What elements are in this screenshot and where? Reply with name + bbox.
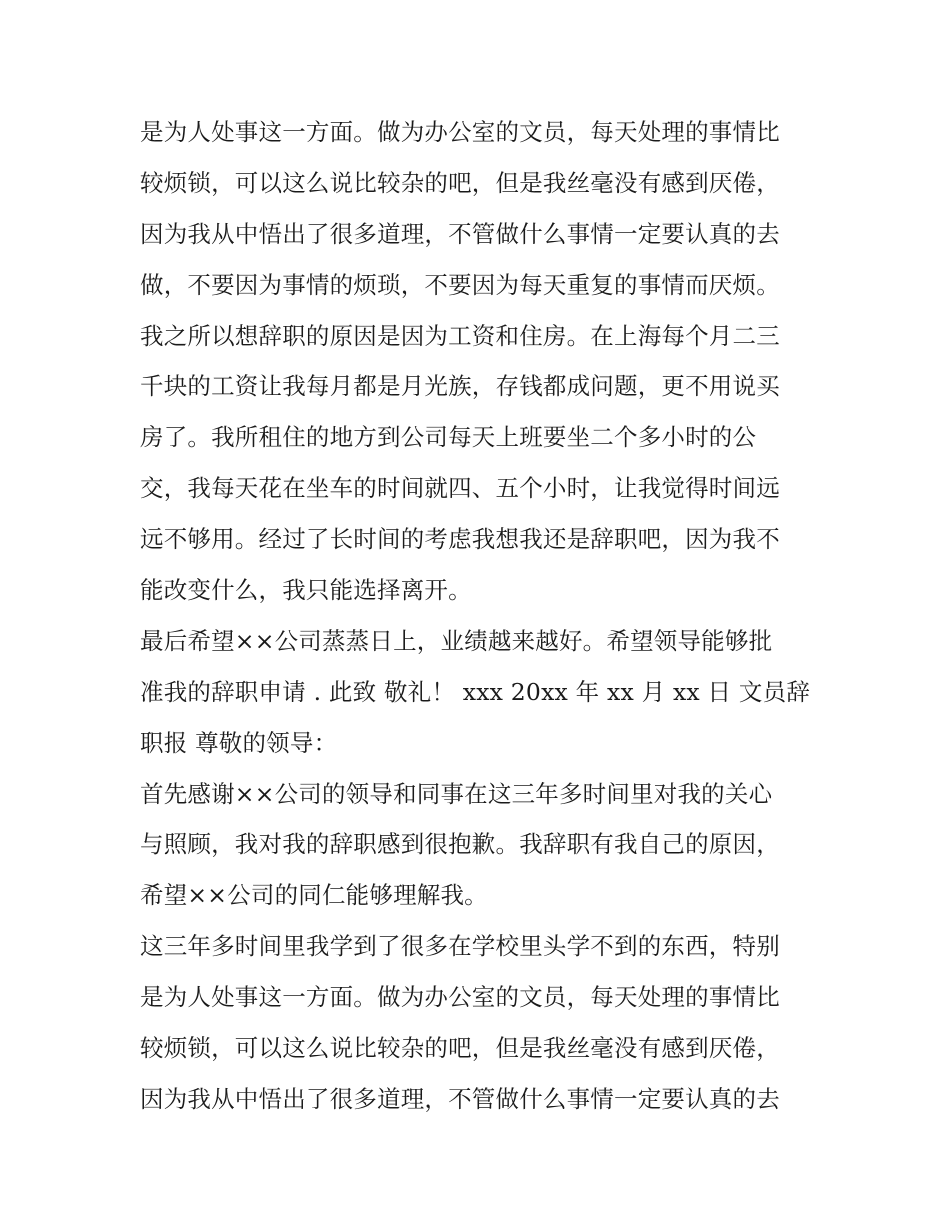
text-line: 较烦锁，可以这么说比较杂的吧，但是我丝毫没有感到厌倦， — [140, 168, 780, 197]
text-line: 做，不要因为事情的烦琐，不要因为每天重复的事情而厌烦。 — [140, 270, 780, 299]
text-line: 我之所以想辞职的原因是因为工资和住房。在上海每个月二三 — [140, 321, 780, 350]
text-line: 能改变什么，我只能选择离开。 — [140, 576, 472, 605]
text-line: 是为人处事这一方面。做为办公室的文员，每天处理的事情比 — [140, 118, 780, 146]
text-line: 最后希望××公司蒸蒸日上，业绩越来越好。希望领导能够批 — [140, 626, 773, 655]
text-line: 房了。我所租住的地方到公司每天上班要坐二个多小时的公 — [140, 423, 757, 452]
text-line: 远不够用。经过了长时间的考虑我想我还是辞职吧，因为我不 — [140, 525, 780, 554]
text-line: 交，我每天花在坐车的时间就四、五个小时，让我觉得时间远 — [140, 474, 780, 503]
body-text — [140, 107, 830, 1125]
text-line: 与照顾，我对我的辞职感到很抱歉。我辞职有我自己的原因， — [140, 830, 780, 859]
text-line: 这三年多时间里我学到了很多在学校里头学不到的东西，特别 — [140, 932, 780, 961]
text-line: 准我的辞职申请 . 此致 敬礼！ xxx 20xx 年 xx 月 xx 日 文员辞 — [140, 677, 811, 706]
text-line: 希望××公司的同仁能够理解我。 — [140, 881, 488, 910]
text-line: 是为人处事这一方面。做为办公室的文员，每天处理的事情比 — [140, 983, 780, 1012]
text-line: 千块的工资让我每月都是月光族，存钱都成问题，更不用说买 — [140, 372, 780, 401]
text-line: 职报 尊敬的领导： — [140, 728, 338, 757]
text-line: 较烦锁，可以这么说比较杂的吧，但是我丝毫没有感到厌倦， — [140, 1034, 780, 1063]
text-line: 因为我从中悟出了很多道理，不管做什么事情一定要认真的去 — [140, 1084, 780, 1113]
text-line: 因为我从中悟出了很多道理，不管做什么事情一定要认真的去 — [140, 219, 780, 248]
text-line: 首先感谢××公司的领导和同事在这三年多时间里对我的关心 — [140, 779, 773, 808]
